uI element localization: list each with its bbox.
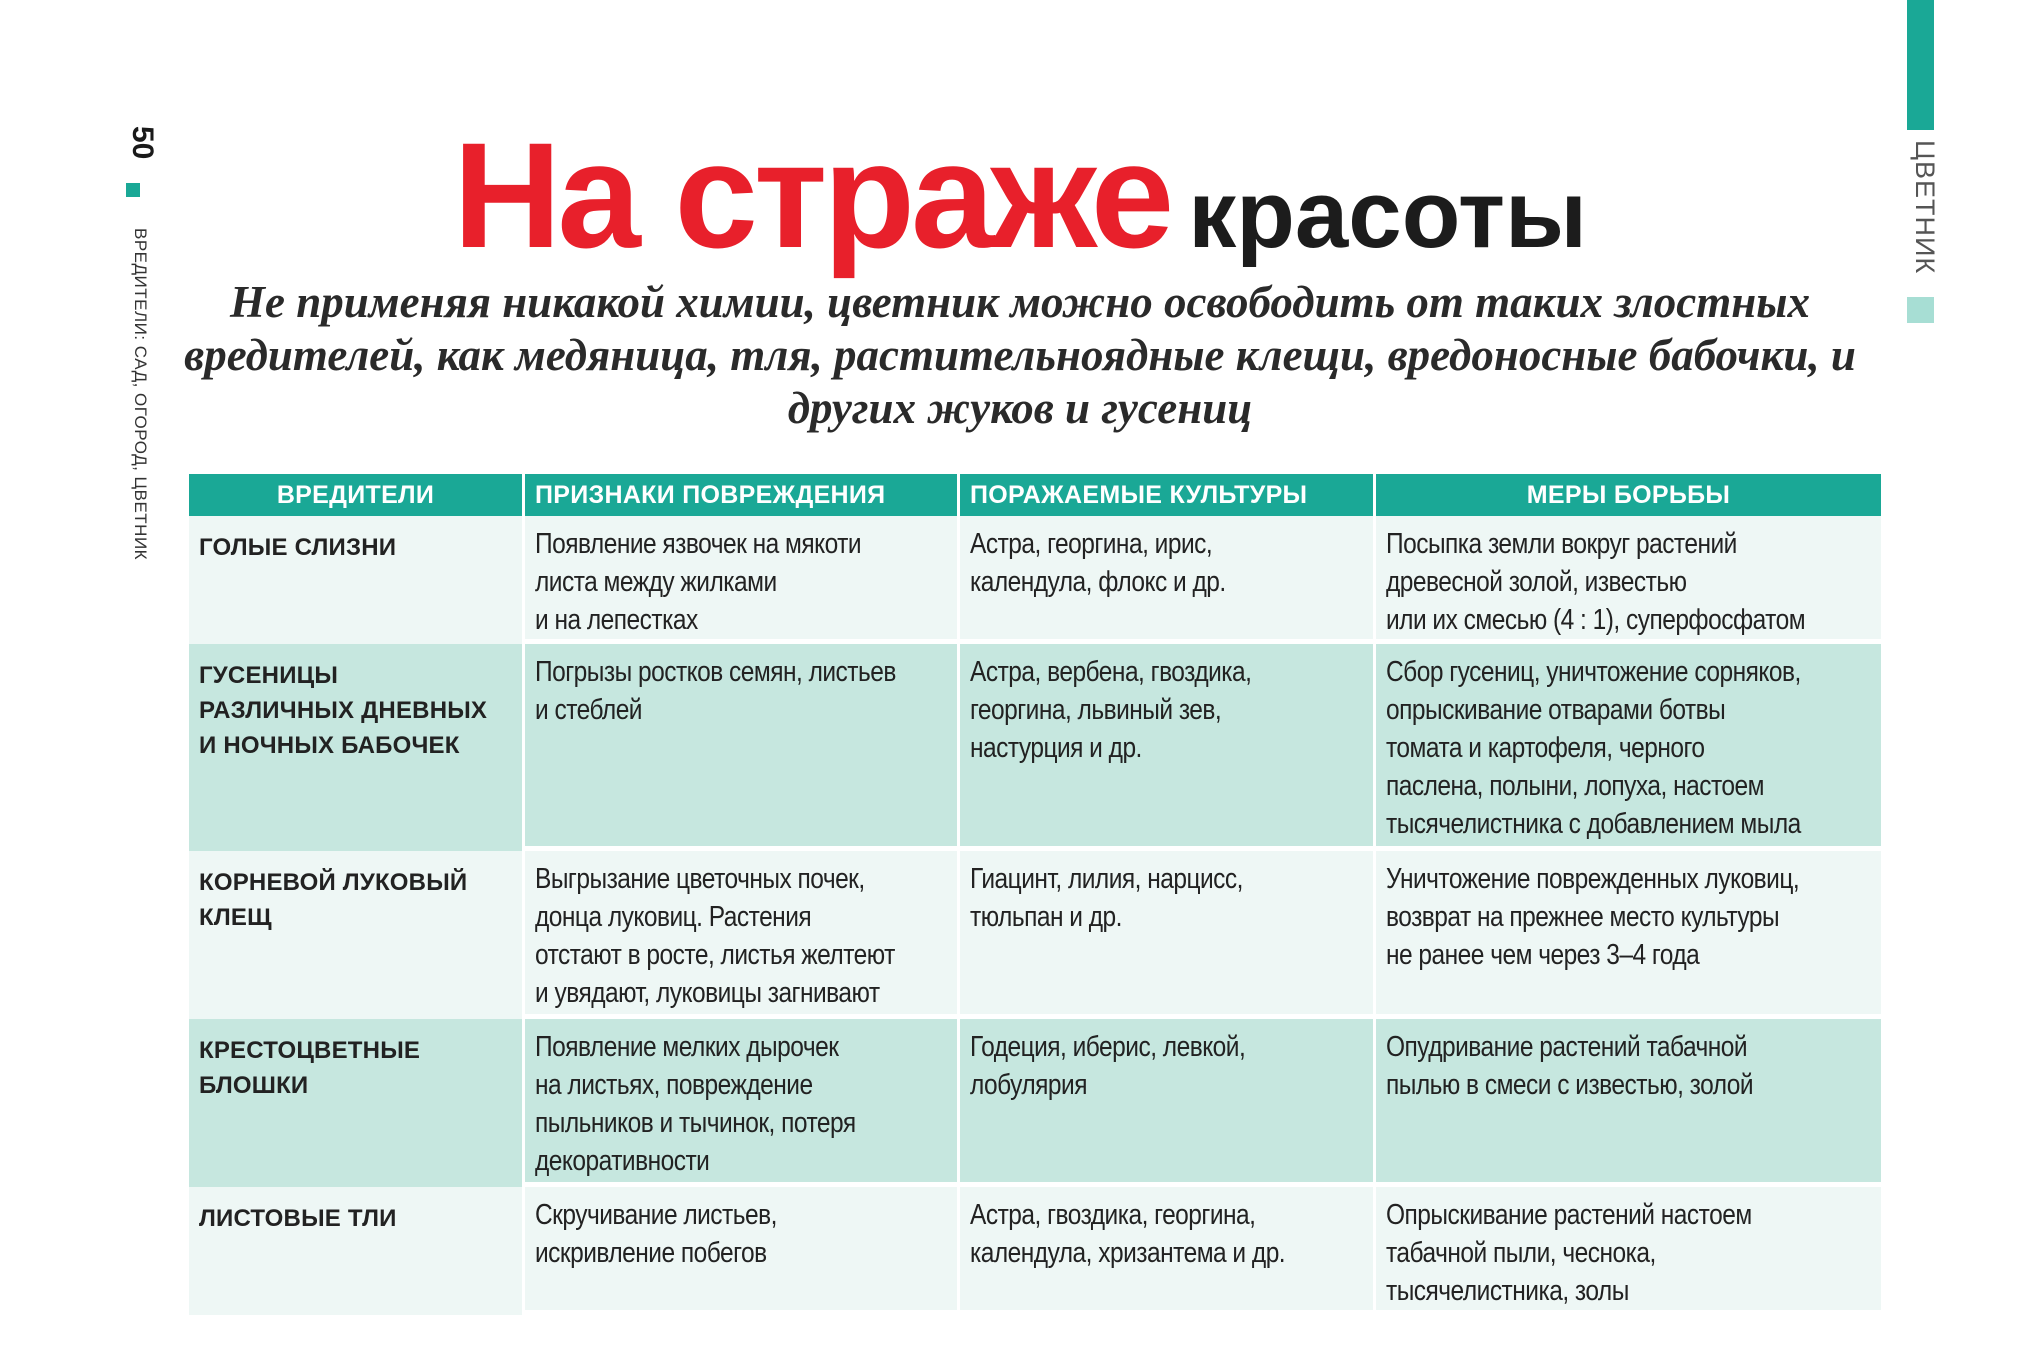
table-cell-crops: Гиацинт, лилия, нарцисс, тюльпан и др.	[960, 851, 1373, 1014]
section-tab-bar	[1907, 0, 1934, 130]
table-cell-signs: Погрызы ростков семян, листьев и стеблей	[525, 644, 957, 846]
title-red-part: На страже	[453, 111, 1171, 279]
pests-table	[189, 474, 1872, 1315]
table-cell-pest: КРЕСТОЦВЕТНЫЕ БЛОШКИ	[189, 1019, 522, 1187]
page-number: 50	[126, 126, 159, 160]
header-crops: ПОРАЖАЕМЫЕ КУЛЬТУРЫ	[960, 474, 1373, 516]
table-cell-pest: ЛИСТОВЫЕ ТЛИ	[189, 1187, 522, 1315]
table-cell-measures: Посыпка земли вокруг растений древесной золой, известью или их смесью (4 : 1), суперфосфатом	[1376, 516, 1881, 639]
table-cell-pest: ГОЛЫЕ СЛИЗНИ	[189, 516, 522, 644]
table-cell-pest: ГУСЕНИЦЫ РАЗЛИЧНЫХ ДНЕВНЫХ И НОЧНЫХ БАБОЧЕК	[189, 644, 522, 851]
table-cell-pest: КОРНЕВОЙ ЛУКОВЫЙ КЛЕЩ	[189, 851, 522, 1019]
header-pests: ВРЕДИТЕЛИ	[189, 474, 522, 516]
table-cell-measures: Уничтожение поврежденных луковиц, возврат на прежнее место культуры не ранее чем через 3–4 года	[1376, 851, 1881, 1014]
subtitle: Не применяя никакой химии, цветник можно освободить от таких злостных вредителей, как медяница, тля, растительноядные клещи, вредоносные бабочки, и других жуков и гусениц	[184, 277, 1856, 433]
table-cell-signs: Появление язвочек на мякоти листа между жилками и на лепестках	[525, 516, 957, 639]
table-cell-crops: Астра, гвоздика, георгина, календула, хризантема и др.	[960, 1187, 1373, 1310]
title-black-part: красоты	[1188, 161, 1587, 268]
section-tab-bar-light	[1907, 297, 1934, 323]
section-tab-label: ЦВЕТНИК	[1910, 140, 1940, 275]
table-cell-crops: Астра, георгина, ирис, календула, флокс и др.	[960, 516, 1373, 639]
table-cell-signs: Появление мелких дырочек на листьях, повреждение пыльников и тычинок, потеря декоративности	[525, 1019, 957, 1182]
table-cell-signs: Скручивание листьев, искривление побегов	[525, 1187, 957, 1310]
table-cell-measures: Опудривание растений табачной пылью в смеси с известью, золой	[1376, 1019, 1881, 1182]
table-cell-measures: Опрыскивание растений настоем табачной пыли, чеснока, тысячелистника, золы	[1376, 1187, 1881, 1310]
table-cell-signs: Выгрызание цветочных почек, донца луковиц. Растения отстают в росте, листья желтеют и увядают, луковицы загнивают	[525, 851, 957, 1014]
page-title	[0, 111, 2040, 279]
running-head: ВРЕДИТЕЛИ: САД, ОГОРОД, ЦВЕТНИК	[131, 228, 150, 561]
header-signs: ПРИЗНАКИ ПОВРЕЖДЕНИЯ	[525, 474, 957, 516]
table-cell-crops: Годеция, иберис, левкой, лобулярия	[960, 1019, 1373, 1182]
table-cell-crops: Астра, вербена, гвоздика, георгина, львиный зев, настурция и др.	[960, 644, 1373, 846]
header-measures: МЕРЫ БОРЬБЫ	[1376, 474, 1881, 516]
table-cell-measures: Сбор гусениц, уничтожение сорняков, опрыскивание отварами ботвы томата и картофеля, черного паслена, полыни, лопуха, настоем тысячелистника с добавлением мыла	[1376, 644, 1881, 846]
